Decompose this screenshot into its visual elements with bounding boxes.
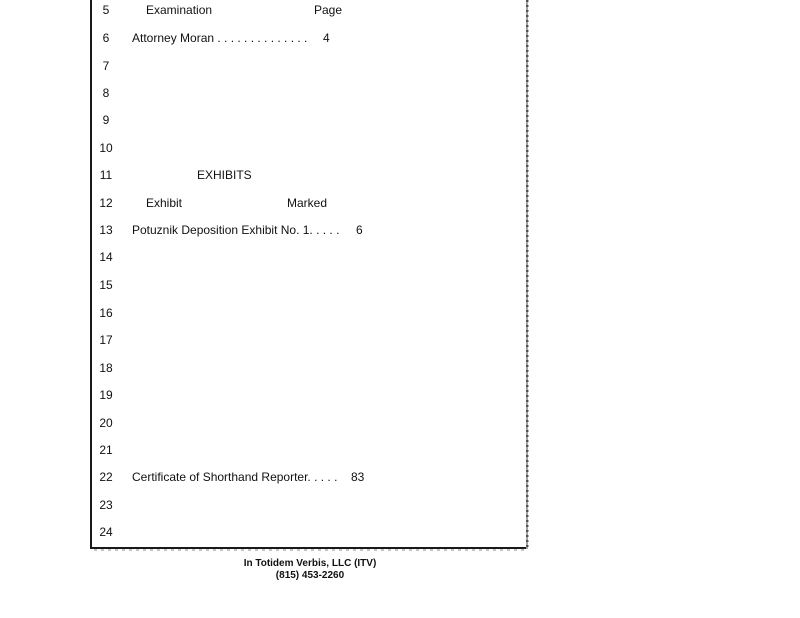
transcript-line (0, 385, 524, 405)
line-number: 5 (102, 3, 110, 17)
scan-bottom-noise (94, 549, 528, 551)
line-number: 18 (99, 361, 113, 375)
transcript-line (0, 358, 524, 378)
transcript-line (0, 56, 524, 76)
certificate-page: 83 (351, 470, 365, 484)
line-number: 20 (99, 416, 113, 430)
line-number: 8 (102, 86, 110, 100)
transcript-line (0, 138, 524, 158)
certificate-entry: Certificate of Shorthand Reporter. . . . . (132, 470, 338, 484)
transcript-line (0, 467, 524, 487)
line-number: 13 (99, 223, 113, 237)
line-number: 15 (99, 278, 113, 292)
transcript-line (0, 193, 524, 213)
transcript-line (0, 0, 524, 20)
marked-header: Marked (287, 196, 328, 210)
line-number: 19 (99, 388, 113, 402)
line-number: 17 (99, 333, 113, 347)
exhibit-marked-page: 6 (356, 223, 363, 237)
exhibit-entry: Potuznik Deposition Exhibit No. 1. . . . . (132, 223, 340, 237)
line-number: 6 (102, 31, 110, 45)
line-number: 14 (99, 250, 113, 264)
transcript-line (0, 330, 524, 350)
scan-edge-shadow (526, 0, 529, 549)
line-number: 24 (99, 525, 113, 539)
line-number: 16 (99, 306, 113, 320)
page-header: Page (314, 3, 343, 17)
transcript-line (0, 495, 524, 515)
transcript-line (0, 165, 524, 185)
transcript-line (0, 275, 524, 295)
line-number: 10 (99, 141, 113, 155)
examination-page: 4 (323, 31, 330, 45)
line-number: 12 (99, 196, 113, 210)
transcript-line (0, 110, 524, 130)
footer-company: In Totidem Verbis, LLC (ITV) (243, 558, 377, 569)
transcript-line (0, 28, 524, 48)
transcript-line (0, 303, 524, 323)
line-number: 7 (102, 59, 110, 73)
transcript-line (0, 522, 524, 542)
line-number: 23 (99, 498, 113, 512)
examination-header: Examination (146, 3, 213, 17)
transcript-line (0, 220, 524, 240)
line-number: 9 (102, 113, 110, 127)
footer-phone: (815) 453-2260 (275, 570, 345, 581)
exhibits-heading: EXHIBITS (197, 168, 252, 182)
transcript-line (0, 247, 524, 267)
line-number: 22 (99, 470, 113, 484)
transcript-line (0, 413, 524, 433)
transcript-line (0, 83, 524, 103)
transcript-line (0, 440, 524, 460)
line-number: 21 (99, 443, 113, 457)
exhibit-header: Exhibit (146, 196, 183, 210)
line-number: 11 (99, 168, 113, 182)
examination-entry: Attorney Moran . . . . . . . . . . . . . . (132, 31, 308, 45)
